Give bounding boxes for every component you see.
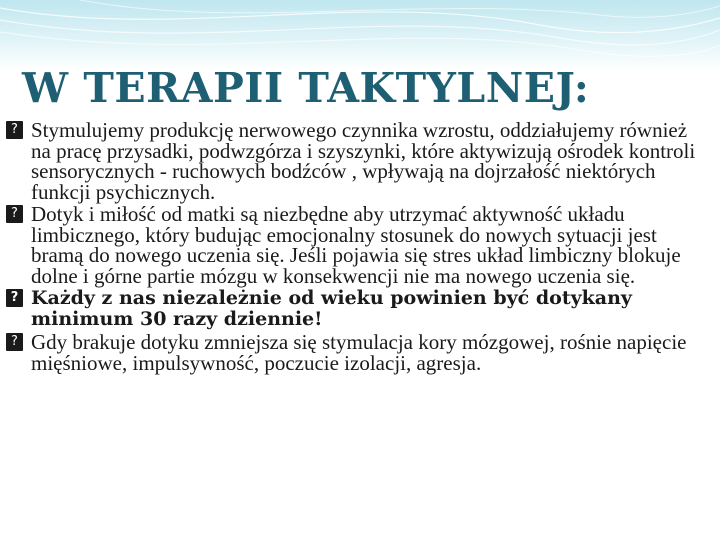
bullet-list [6,120,706,375]
list-item-text: Gdy brakuje dotyku zmniejsza się stymulacja kory mózgowej, rośnie napięcie mięśniowe, impulsywność, poczucie izolacji, agresja. [31,330,687,375]
list-item [6,332,706,373]
bullet-marker-icon: ? [6,289,23,307]
list-item-text: Stymulujemy produkcję nerwowego czynnika wzrostu, oddziałujemy również na pracę przysadki, podwzgórza i szyszynki, które aktywizują ośrodek kontroli sensorycznych - ruchowych bodźców , wpływają na dojrzałość niektórych funkcji psychicznych. [31,118,696,204]
list-item [6,120,706,202]
bullet-marker-icon: ? [6,205,23,223]
list-item-highlighted [6,288,706,330]
bullet-marker-icon: ? [6,121,23,139]
bullet-marker-icon: ? [6,333,23,351]
list-item-text: Każdy z nas niezależnie od wieku powinien być dotykany minimum 30 razy dziennie! [31,287,632,330]
decorative-waves [0,0,720,70]
page-title: W TERAPII TAKTYLNEJ: [22,64,590,112]
header-band [0,0,720,70]
list-item [6,204,706,286]
list-item-text: Dotyk i miłość od matki są niezbędne aby utrzymać aktywność układu limbicznego, który budując emocjonalny stosunek do nowych sytuacji jest bramą do nowego uczenia się. Jeśli pojawia się stres układ limbiczny blokuje dolne i górne partie mózgu w konsekwencji nie ma nowego uczenia się. [31,202,681,288]
